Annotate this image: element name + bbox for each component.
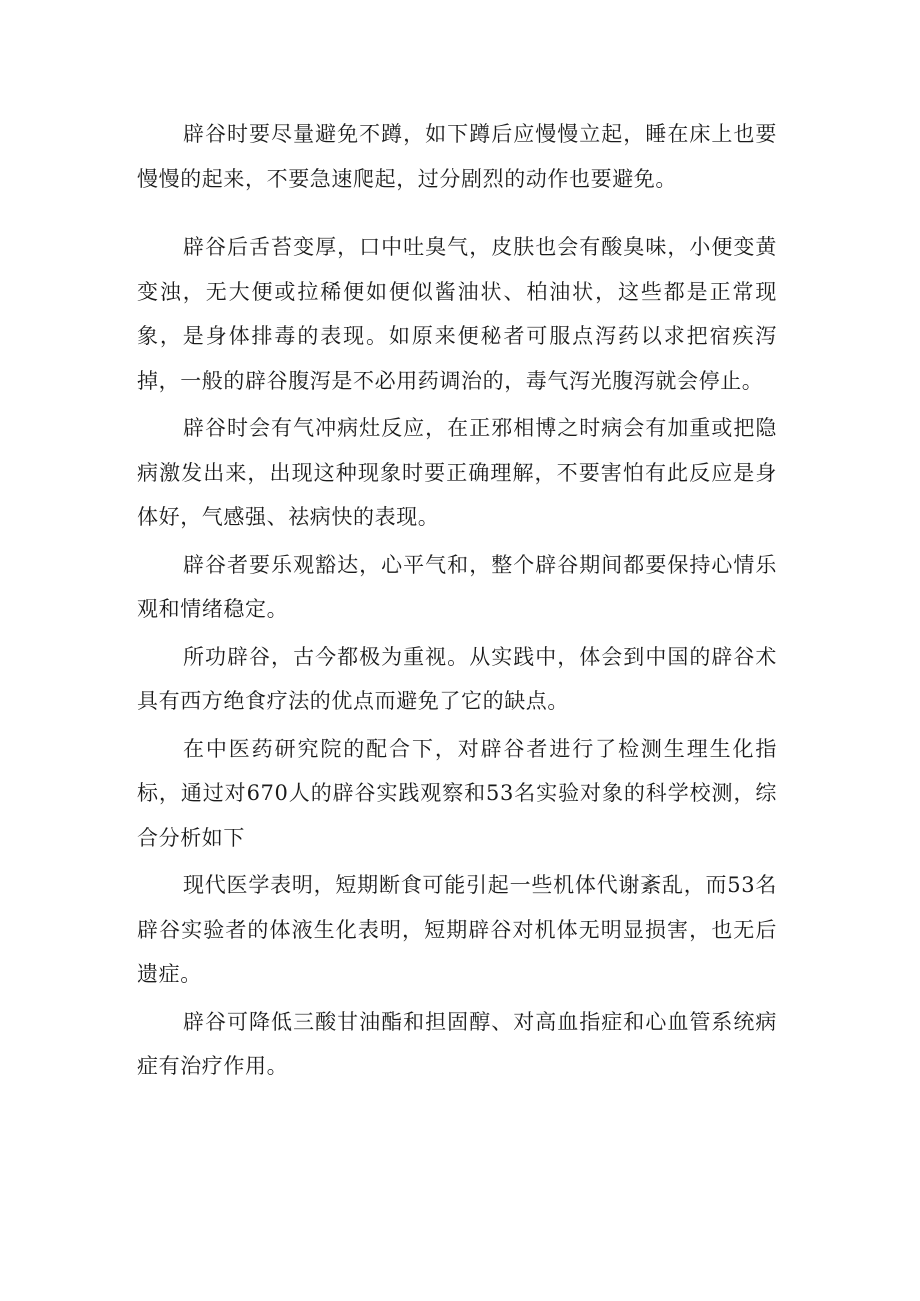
paragraph: 辟谷可降低三酸甘油酯和担固醇、对高血指症和心血管系统病症有治疗作用。 bbox=[137, 1009, 777, 1078]
paragraph: 辟谷后舌苔变厚，口中吐臭气，皮肤也会有酸臭味，小便变黄变浊，无大便或拉稀便如便似酱油状、柏油状，这些都是正常现象，是身体排毒的表现。如原来便秘者可服点泻药以求把宿疾泻掉，一般的辟谷腹泻是不必用药调治的，毒气泻光腹泻就会停止。 bbox=[137, 235, 777, 393]
document-body bbox=[137, 112, 777, 1092]
paragraph: 辟谷时会有气冲病灶反应，在正邪相博之时病会有加重或把隐病激发出来，出现这种现象时要正确理解，不要害怕有此反应是身体好，气感强、祛病快的表现。 bbox=[137, 416, 777, 529]
paragraph: 所功辟谷，古今都极为重视。从实践中，体会到中国的辟谷术具有西方绝食疗法的优点而避免了它的缺点。 bbox=[137, 644, 777, 713]
paragraph: 辟谷时要尽量避免不蹲，如下蹲后应慢慢立起，睡在床上也要慢慢的起来，不要急速爬起，过分剧烈的动作也要避免。 bbox=[137, 122, 777, 191]
paragraph: 现代医学表明，短期断食可能引起一些机体代谢紊乱，而53名辟谷实验者的体液生化表明，短期辟谷对机体无明显损害，也无后遗症。 bbox=[137, 873, 777, 986]
paragraph: 在中医药研究院的配合下，对辟谷者进行了检测生理生化指标，通过对670人的辟谷实践观察和53名实验对象的科学校测，综合分析如下 bbox=[137, 736, 777, 850]
paragraph: 辟谷者要乐观豁达，心平气和，整个辟谷期间都要保持心情乐观和情绪稳定。 bbox=[137, 552, 777, 621]
